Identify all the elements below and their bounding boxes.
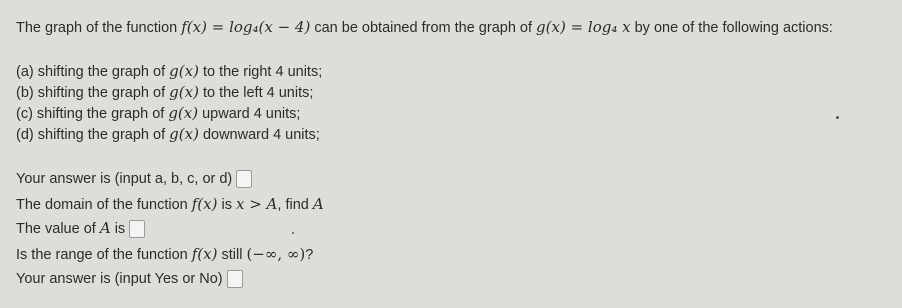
intro-middle: can be obtained from the graph of [310, 20, 537, 36]
q4-mid: still [217, 247, 247, 263]
option-c [16, 104, 300, 123]
answer-choice-input[interactable] [236, 170, 252, 188]
q2-line [16, 195, 324, 214]
option-a [16, 62, 322, 81]
q2-condition: x > A [235, 195, 278, 213]
option-a-text: to the right 4 units; [198, 64, 323, 80]
q2-fn: f(x) [191, 195, 218, 213]
q4-prefix: Is the range of the function [16, 247, 192, 263]
q1-line [16, 170, 252, 188]
g-expression: g(x) = log₄ x [536, 18, 631, 36]
option-b-text: to the left 4 units; [198, 85, 314, 101]
q3-suffix: is [110, 221, 126, 237]
q3-prefix: The value of [16, 221, 100, 237]
q3-line [16, 219, 145, 238]
q2-suffix: , find [277, 197, 313, 213]
q4-interval: (−∞, ∞) [246, 245, 306, 263]
option-d-label: (d) shifting the graph of [16, 127, 170, 143]
option-d [16, 125, 320, 144]
q3-var: A [99, 219, 111, 237]
option-c-label: (c) shifting the graph of [16, 106, 169, 122]
intro-line [16, 18, 833, 37]
option-c-text: upward 4 units; [198, 106, 301, 122]
f-expression: f(x) = log₄(x − 4) [181, 18, 311, 36]
q2-var: A [312, 195, 324, 213]
option-b-fn: g(x) [169, 83, 199, 101]
intro-suffix: by one of the following actions: [630, 20, 833, 36]
stray-dot [836, 116, 839, 119]
q4-fn: f(x) [191, 245, 218, 263]
option-b [16, 83, 313, 102]
q2-prefix: The domain of the function [16, 197, 192, 213]
q5-prompt: Your answer is (input Yes or No) [16, 271, 223, 287]
q4-suffix: ? [305, 247, 314, 263]
option-d-text: downward 4 units; [198, 127, 320, 143]
q2-mid: is [217, 197, 236, 213]
option-c-fn: g(x) [168, 104, 199, 122]
value-a-input[interactable] [129, 220, 145, 238]
option-a-fn: g(x) [169, 62, 199, 80]
q5-line [16, 270, 243, 288]
intro-prefix: The graph of the function [16, 20, 182, 36]
yes-no-input[interactable] [227, 270, 243, 288]
q4-line [16, 245, 313, 264]
stray-dot [292, 232, 294, 234]
option-d-fn: g(x) [169, 125, 199, 143]
q1-prompt: Your answer is (input a, b, c, or d) [16, 171, 233, 187]
option-b-label: (b) shifting the graph of [16, 85, 170, 101]
option-a-label: (a) shifting the graph of [16, 64, 170, 80]
